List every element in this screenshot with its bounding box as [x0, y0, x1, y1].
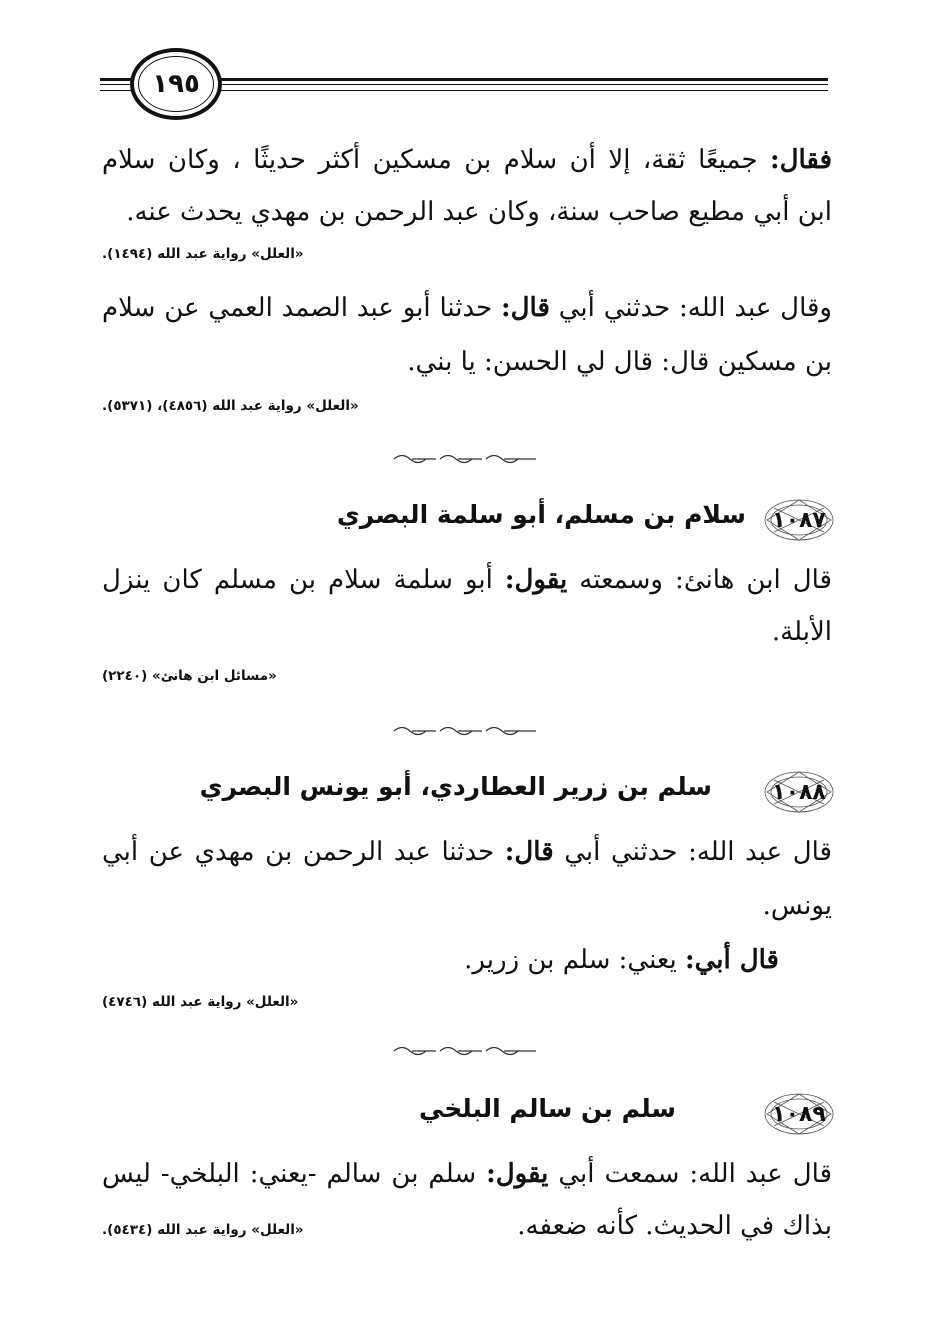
entry-number: ١٠٨٩	[772, 1101, 826, 1127]
text-line: بذاك في الحديث. كأنه ضعفه.	[517, 1211, 832, 1241]
text-line: فقال: جميعًا ثقة، إلا أن سلام بن مسكين أكثر حديثًا ، وكان سلام	[102, 145, 832, 175]
entry-number: ١٠٨٨	[772, 779, 826, 805]
entry-title: سلام بن مسلم، أبو سلمة البصري	[336, 500, 746, 529]
entry-number: ١٠٨٧	[772, 507, 826, 533]
entry-heading	[106, 498, 836, 548]
entry-title: سلم بن سالم البلخي	[418, 1094, 676, 1123]
citation: «العلل» رواية عبد الله (٥٤٣٤).	[102, 1222, 304, 1238]
ornament-divider	[390, 452, 540, 466]
text-line: قال أبي: يعني: سلم بن زرير.	[464, 945, 779, 975]
ornament-divider	[390, 724, 540, 738]
citation: «مسائل ابن هانئ» (٢٢٤٠)	[102, 668, 277, 684]
text-line: يونس.	[762, 891, 832, 921]
entry-heading	[106, 1092, 836, 1142]
entry-number-badge	[762, 770, 836, 814]
text-line: الأبلة.	[771, 617, 832, 647]
text-line: وقال عبد الله: حدثني أبي قال: حدثنا أبو عبد الصمد العمي عن سلام	[102, 293, 832, 323]
ornament-divider	[390, 1044, 540, 1058]
entry-number-badge	[762, 498, 836, 542]
text-line: قال عبد الله: حدثني أبي قال: حدثنا عبد الرحمن بن مهدي عن أبي	[102, 837, 832, 867]
text-line: قال عبد الله: سمعت أبي يقول: سلم بن سالم -يعني: البلخي- ليس	[102, 1159, 832, 1189]
text-line: بن مسكين قال: قال لي الحسن: يا بني.	[407, 347, 832, 377]
entry-title: سلم بن زرير العطاردي، أبو يونس البصري	[199, 772, 712, 801]
text-line: ابن أبي مطيع صاحب سنة، وكان عبد الرحمن بن مهدي يحدث عنه.	[126, 197, 832, 227]
page-number-badge	[130, 48, 222, 120]
citation: «العلل» رواية عبد الله (٤٧٤٦)	[102, 994, 299, 1010]
page-header	[100, 44, 828, 114]
entry-number-badge	[762, 1092, 836, 1136]
page-number: ١٩٥	[152, 69, 200, 99]
citation: «العلل» رواية عبد الله (٤٨٥٦)، (٥٣٧١).	[102, 398, 359, 414]
citation: «العلل» رواية عبد الله (١٤٩٤).	[102, 246, 304, 262]
text-line: قال ابن هانئ: وسمعته يقول: أبو سلمة سلام بن مسلم كان ينزل	[102, 565, 832, 595]
entry-heading	[106, 770, 836, 820]
